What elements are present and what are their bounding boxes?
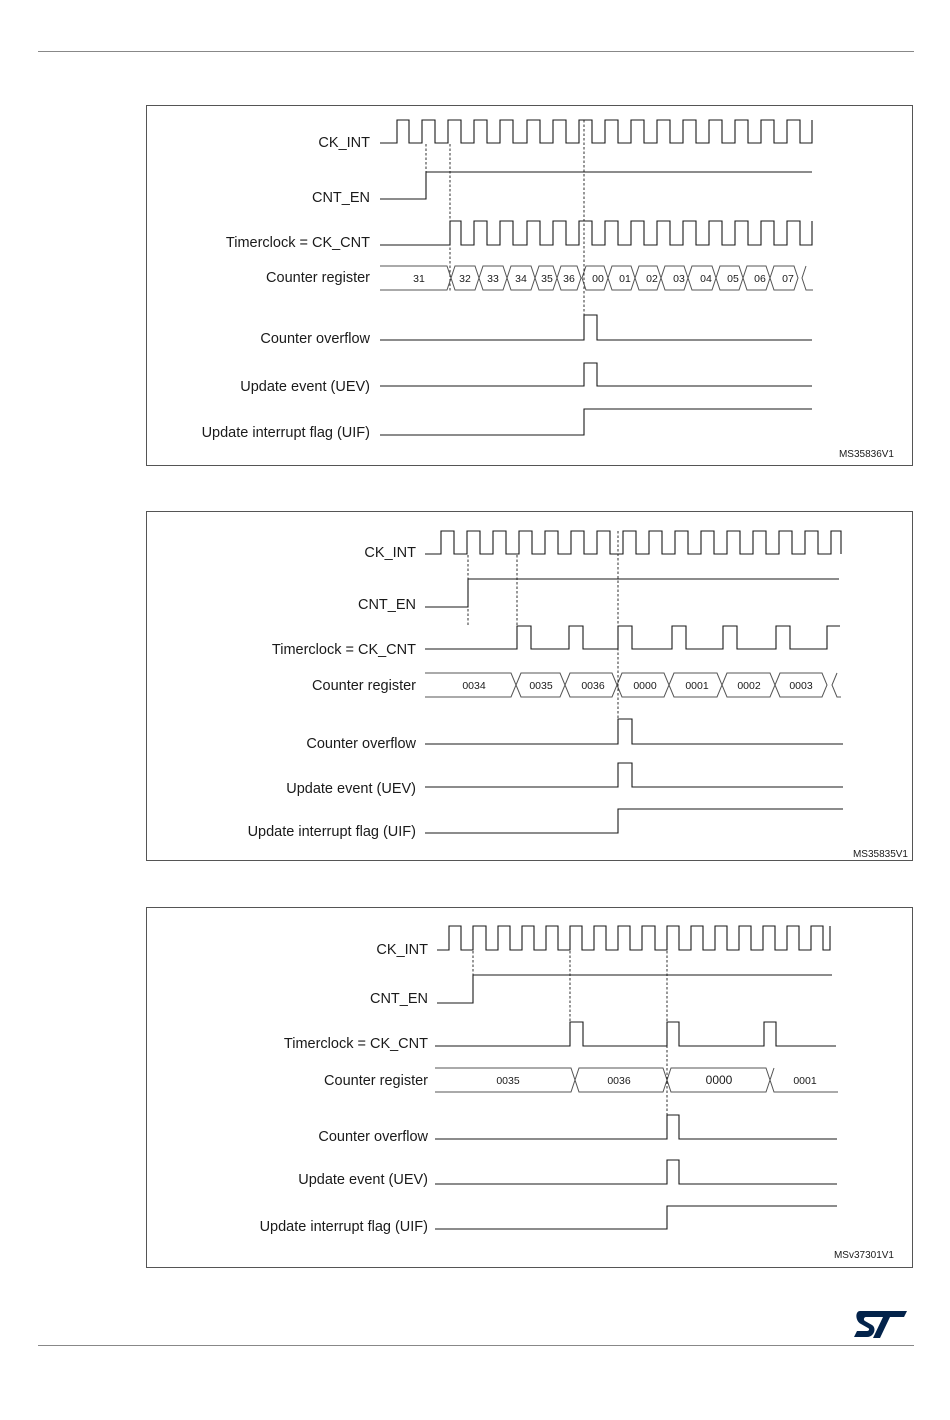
label-update-event: Update event (UEV) — [286, 781, 416, 797]
counter-value: 33 — [487, 273, 499, 285]
figure-reference: MS35835V1 — [852, 849, 908, 860]
label-counter-overflow: Counter overflow — [306, 736, 416, 752]
uif-waveform — [380, 409, 812, 435]
counter-value: 07 — [782, 273, 794, 285]
label-timerclock: Timerclock = CK_CNT — [271, 642, 416, 658]
update-event-waveform — [425, 763, 843, 787]
label-cnt-en: CNT_EN — [311, 190, 370, 206]
timerclock-waveform — [425, 626, 840, 649]
figure-reference: MSv37301V1 — [833, 1250, 894, 1261]
label-cnt-en: CNT_EN — [357, 597, 416, 613]
timing-diagram-3-svg — [147, 908, 914, 1269]
counter-value: 0036 — [581, 680, 605, 692]
counter-value: 04 — [700, 273, 712, 285]
counter-value: 06 — [754, 273, 766, 285]
cnt-en-waveform — [437, 975, 832, 1003]
label-update-event: Update event (UEV) — [298, 1172, 428, 1188]
cnt-en-waveform — [425, 579, 839, 607]
counter-value: 0035 — [529, 680, 553, 692]
counter-value: 01 — [619, 273, 631, 285]
counter-value: 32 — [459, 273, 471, 285]
update-event-waveform — [435, 1160, 837, 1184]
label-counter-register: Counter register — [266, 270, 370, 286]
cnt-en-waveform — [380, 172, 812, 199]
label-uif: Update interrupt flag (UIF) — [201, 425, 370, 441]
counter-overflow-waveform — [435, 1115, 837, 1139]
counter-value: 36 — [563, 273, 575, 285]
label-ck-int: CK_INT — [318, 135, 370, 151]
label-uif: Update interrupt flag (UIF) — [259, 1219, 428, 1235]
counter-value: 0001 — [685, 680, 709, 692]
ck-int-waveform — [380, 120, 812, 143]
counter-value: 0035 — [496, 1075, 520, 1087]
counter-value: 05 — [727, 273, 739, 285]
label-counter-overflow: Counter overflow — [260, 331, 370, 347]
ck-int-waveform — [425, 531, 841, 554]
counter-value: 0002 — [737, 680, 761, 692]
timing-diagram-2-svg — [147, 512, 914, 862]
header-rule — [38, 51, 914, 52]
counter-value: 0003 — [789, 680, 813, 692]
timing-diagram-3 — [146, 907, 913, 1268]
counter-overflow-waveform — [380, 315, 812, 340]
counter-value: 35 — [541, 273, 553, 285]
label-timerclock: Timerclock = CK_CNT — [283, 1036, 428, 1052]
timerclock-waveform — [380, 221, 812, 245]
counter-value: 00 — [592, 273, 604, 285]
label-uif: Update interrupt flag (UIF) — [247, 824, 416, 840]
counter-value: 0001 — [793, 1075, 817, 1087]
figure-reference: MS35836V1 — [838, 449, 894, 460]
label-update-event: Update event (UEV) — [240, 379, 370, 395]
uif-waveform — [425, 809, 843, 833]
counter-value: 0000 — [705, 1073, 733, 1087]
label-counter-register: Counter register — [312, 678, 416, 694]
counter-value: 03 — [673, 273, 685, 285]
timing-diagram-2 — [146, 511, 913, 861]
timing-diagram-1 — [146, 105, 913, 466]
counter-value: 02 — [646, 273, 658, 285]
counter-value: 0000 — [633, 680, 657, 692]
label-counter-overflow: Counter overflow — [318, 1129, 428, 1145]
timerclock-waveform — [435, 1022, 836, 1046]
counter-value: 31 — [413, 273, 425, 285]
counter-value: 0036 — [607, 1075, 631, 1087]
counter-value: 0034 — [462, 680, 486, 692]
st-logo-icon — [852, 1308, 908, 1340]
label-ck-int: CK_INT — [364, 545, 416, 561]
label-counter-register: Counter register — [324, 1073, 428, 1089]
uif-waveform — [435, 1206, 837, 1229]
footer-rule — [38, 1345, 914, 1346]
timing-diagram-1-svg — [147, 106, 914, 467]
label-ck-int: CK_INT — [376, 942, 428, 958]
counter-value: 34 — [515, 273, 527, 285]
ck-int-waveform — [437, 926, 830, 950]
update-event-waveform — [380, 363, 812, 386]
counter-overflow-waveform — [425, 719, 843, 744]
label-timerclock: Timerclock = CK_CNT — [225, 235, 370, 251]
label-cnt-en: CNT_EN — [369, 991, 428, 1007]
